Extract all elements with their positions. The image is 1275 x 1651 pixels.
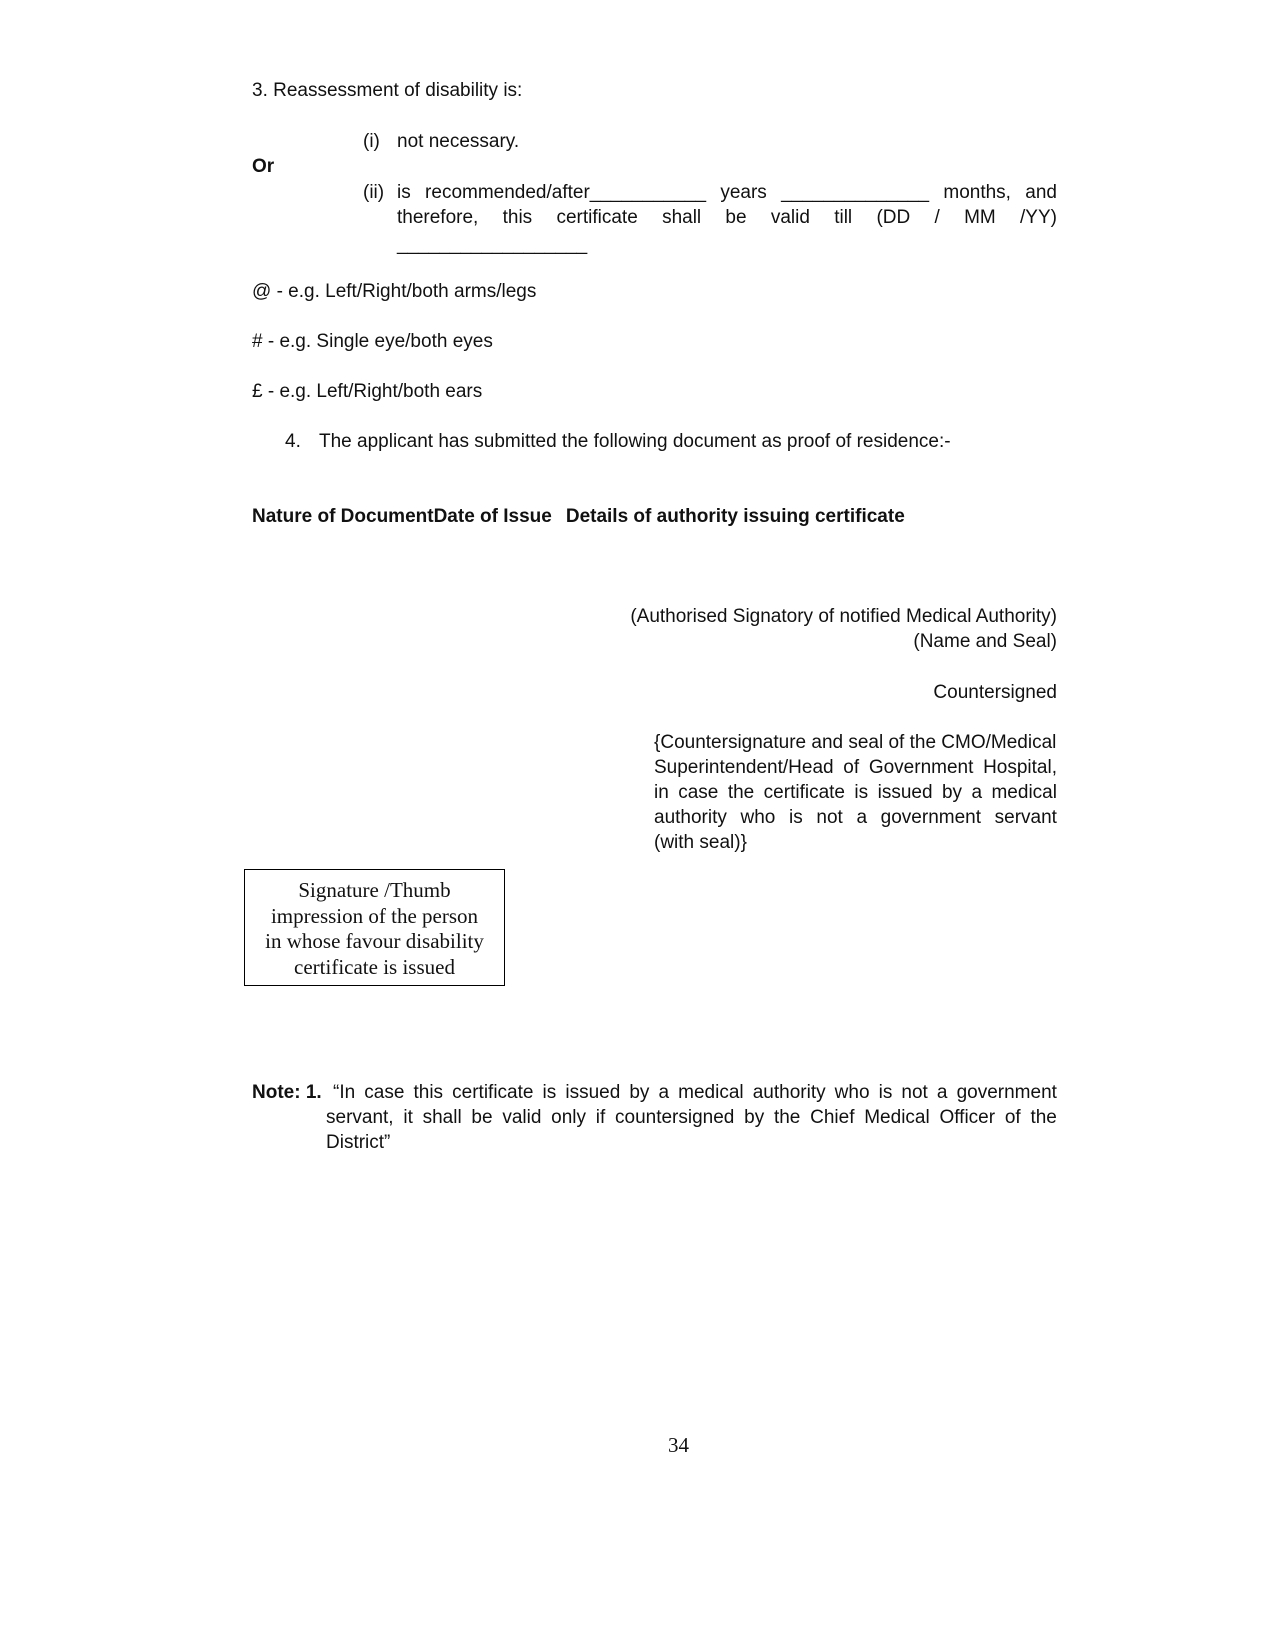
word: certificate (556, 207, 638, 228)
word: is (397, 182, 411, 203)
page-number: 34 (668, 1433, 689, 1457)
col-nature-of-document: Nature of Document (252, 506, 434, 527)
signature-thumb-box (244, 869, 505, 986)
word: servant, (326, 1107, 394, 1128)
countersign-line2 (654, 757, 1057, 779)
word: who (740, 807, 776, 828)
word: “In (333, 1082, 356, 1103)
word: authority (654, 807, 727, 828)
word: is (789, 807, 803, 828)
word: Medical (864, 1107, 930, 1128)
option-i-text: not necessary. (397, 131, 520, 152)
note-line1 (333, 1082, 1057, 1104)
table-header (252, 506, 905, 528)
signature-box-line2: impression of the person (270, 903, 479, 928)
countersigned-label: Countersigned (933, 682, 1057, 703)
word: the (773, 1107, 801, 1128)
word: is (854, 782, 869, 803)
countersign-line3 (654, 782, 1057, 804)
note-label: Note: 1. (252, 1082, 322, 1103)
word: medical (991, 782, 1057, 803)
signature-box-line4: certificate is issued (294, 954, 455, 979)
word: till (834, 207, 853, 228)
word: certificate (763, 782, 845, 803)
countersign-line5: (with seal)} (654, 832, 747, 853)
word: be (725, 207, 747, 228)
legend-at: @ - e.g. Left/Right/both arms/legs (252, 281, 537, 302)
word: ______________ (781, 182, 930, 203)
word: who (834, 1082, 870, 1103)
word: by (744, 1107, 765, 1128)
option-i-number: (i) (363, 131, 380, 152)
section4-text: The applicant has submitted the following document as proof of residence:- (319, 431, 951, 452)
note-line3: District” (326, 1132, 391, 1153)
word: and (1025, 182, 1057, 203)
word: valid (502, 1107, 542, 1128)
word: shall (422, 1107, 462, 1128)
note-line2 (326, 1107, 1057, 1129)
word: by (941, 782, 963, 803)
word: medical (678, 1082, 744, 1103)
word: this (413, 1082, 444, 1103)
word: servant (994, 807, 1057, 828)
or-label: Or (252, 156, 275, 177)
word: a (936, 1082, 948, 1103)
option-ii-line1 (397, 182, 1057, 204)
word: years (720, 182, 767, 203)
word: government (880, 807, 982, 828)
word: /YY) (1020, 207, 1057, 228)
word: shall (662, 207, 702, 228)
word: it (403, 1107, 413, 1128)
word: the (1030, 1107, 1057, 1128)
word: Hospital, (983, 757, 1057, 778)
option-ii-date-blank: __________________ (397, 234, 588, 255)
word: issued (877, 782, 933, 803)
word: this (502, 207, 533, 228)
word: authority (752, 1082, 826, 1103)
word: in (654, 782, 669, 803)
signature-box-line1: Signature /Thumb (298, 878, 451, 902)
word: the (727, 782, 755, 803)
word: valid (770, 207, 810, 228)
word: government (956, 1082, 1057, 1103)
word: a (658, 1082, 670, 1103)
signature-box-line3: in whose favour disability (265, 929, 484, 953)
word: months, (943, 182, 1011, 203)
word: recommended/after___________ (425, 182, 707, 203)
word: case (364, 1082, 405, 1103)
word: certificate (452, 1082, 534, 1103)
option-ii-number: (ii) (363, 182, 385, 203)
word: countersigned (615, 1107, 735, 1128)
section4-number: 4. (285, 431, 301, 452)
word: therefore, (397, 207, 479, 228)
word: not (816, 807, 843, 828)
word: case (678, 782, 719, 803)
word: of (843, 757, 860, 778)
legend-hash: # - e.g. Single eye/both eyes (252, 331, 493, 352)
col-date-of-issue: Date of Issue (433, 506, 552, 527)
word: is (878, 1082, 893, 1103)
word: / (934, 207, 940, 228)
word: is (542, 1082, 557, 1103)
countersign-line4 (654, 807, 1057, 829)
word: Chief (810, 1107, 855, 1128)
name-and-seal: (Name and Seal) (913, 631, 1057, 652)
word: not (901, 1082, 928, 1103)
option-ii-line2 (397, 207, 1057, 229)
word: (DD (876, 207, 911, 228)
word: be (471, 1107, 493, 1128)
word: Superintendent/Head (654, 757, 834, 778)
word: Government (868, 757, 974, 778)
word: by (629, 1082, 650, 1103)
col-issuing-authority: Details of authority issuing certificate (565, 506, 905, 527)
authorised-signatory: (Authorised Signatory of notified Medical Authority) (630, 606, 1057, 627)
word: issued (565, 1082, 621, 1103)
word: if (595, 1107, 606, 1128)
section3-heading: 3. Reassessment of disability is: (252, 80, 523, 101)
word: a (971, 782, 983, 803)
word: MM (964, 207, 996, 228)
word: Officer (939, 1107, 996, 1128)
word: only (551, 1107, 586, 1128)
countersign-line1: {Countersignature and seal of the CMO/Medical (654, 732, 1057, 753)
legend-pound: £ - e.g. Left/Right/both ears (252, 381, 483, 402)
word: of (1004, 1107, 1021, 1128)
word: a (856, 807, 868, 828)
